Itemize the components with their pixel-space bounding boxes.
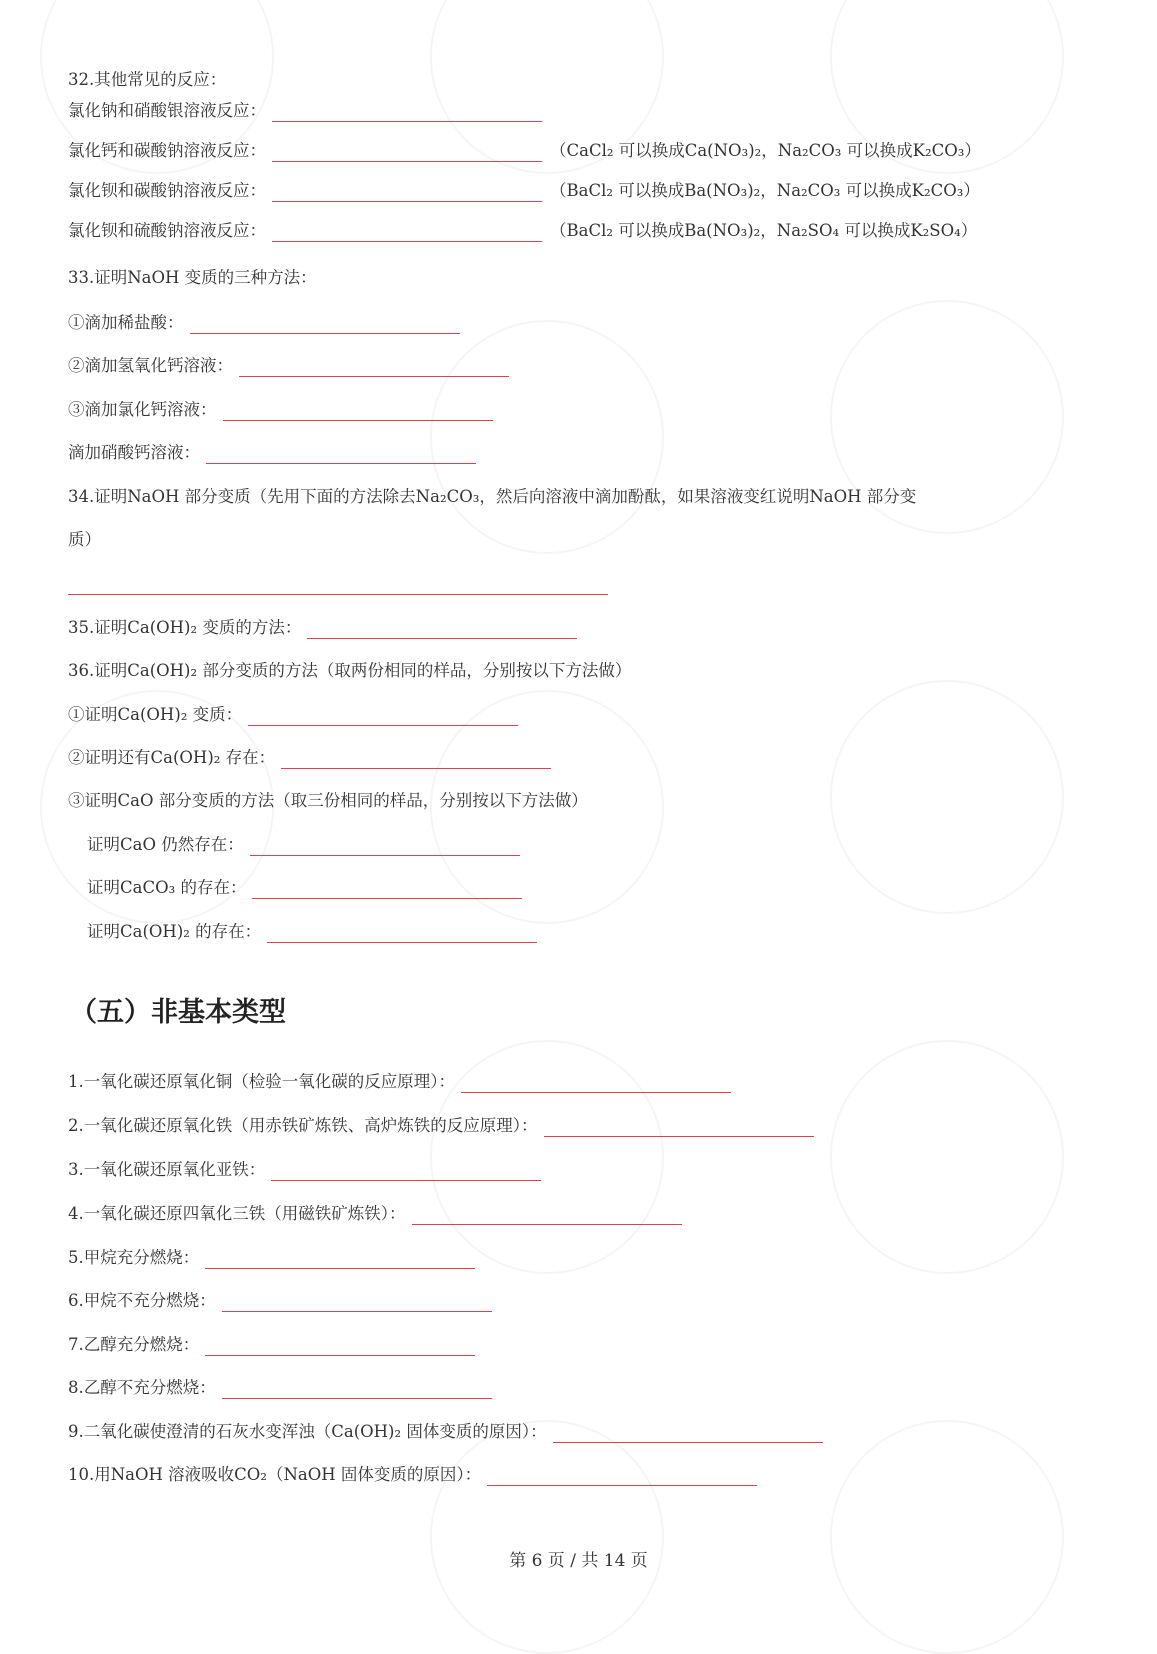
question-label: 35.证明Ca(OH)₂ 变质的方法： <box>68 618 302 637</box>
answer-blank[interactable] <box>252 880 522 899</box>
question-row <box>68 312 468 334</box>
question-label: 10.用NaOH 溶液吸收CO₂（NaOH 固体变质的原因）： <box>68 1465 482 1484</box>
question-label: 32.其他常见的反应： <box>68 70 227 89</box>
question-label: 氯化钡和碳酸钠溶液反应： <box>68 181 266 200</box>
question-row <box>68 747 559 769</box>
question-row <box>68 1377 500 1399</box>
question-label: 2.一氧化碳还原氧化铁（用赤铁矿炼铁、高炉炼铁的反应原理）： <box>68 1116 538 1135</box>
question-label: ①证明Ca(OH)₂ 变质： <box>68 705 243 724</box>
answer-blank[interactable] <box>487 1467 757 1486</box>
answer-blank[interactable] <box>272 183 542 202</box>
answer-blank[interactable] <box>272 143 542 162</box>
question-row <box>68 1071 739 1093</box>
answer-blank[interactable] <box>271 1162 541 1181</box>
question-label: 氯化钠和硝酸银溶液反应： <box>68 101 266 120</box>
question-label: 8.乙醇不充分燃烧： <box>68 1378 216 1397</box>
question-row <box>68 1115 822 1137</box>
answer-blank[interactable] <box>205 1250 475 1269</box>
answer-blank[interactable] <box>412 1206 682 1225</box>
question-row <box>68 100 550 122</box>
answer-blank[interactable] <box>222 1293 492 1312</box>
question-label: ②滴加氢氧化钙溶液： <box>68 356 233 375</box>
question-row <box>68 1290 500 1312</box>
question-label: 滴加硝酸钙溶液： <box>68 443 200 462</box>
substitution-note: （BaCl₂ 可以换成Ba(NO₃)₂，Na₂SO₄ 可以换成K₂SO₄） <box>550 221 978 240</box>
answer-blank[interactable] <box>553 1424 823 1443</box>
question-row <box>68 573 616 595</box>
question-row <box>68 220 977 242</box>
question-row <box>68 69 226 91</box>
question-row <box>87 921 545 943</box>
question-label: ①滴加稀盐酸： <box>68 313 184 332</box>
question-label: 证明CaCO₃ 的存在： <box>87 878 247 897</box>
question-label: 7.乙醇充分燃烧： <box>68 1335 200 1354</box>
watermark-circle <box>430 1420 664 1654</box>
answer-blank[interactable] <box>190 315 460 334</box>
answer-blank[interactable] <box>267 924 537 943</box>
section-heading: （五）非基本类型 <box>70 997 286 1028</box>
question-label: 6.甲烷不充分燃烧： <box>68 1291 216 1310</box>
answer-blank[interactable] <box>206 445 476 464</box>
question-row <box>68 529 101 551</box>
question-label: ③证明CaO 部分变质的方法（取三份相同的样品，分别按以下方法做） <box>68 791 588 810</box>
answer-blank[interactable] <box>248 707 518 726</box>
question-label: 9.二氧化碳使澄清的石灰水变浑浊（Ca(OH)₂ 固体变质的原因）： <box>68 1422 547 1441</box>
question-row <box>68 1421 831 1443</box>
watermark-circle <box>830 680 1064 914</box>
question-row <box>68 442 484 464</box>
answer-blank[interactable] <box>222 1380 492 1399</box>
question-row <box>68 1159 549 1181</box>
question-row <box>68 180 980 202</box>
answer-blank[interactable] <box>544 1118 814 1137</box>
question-row <box>68 267 317 289</box>
question-label: 氯化钙和碳酸钠溶液反应： <box>68 141 266 160</box>
question-row <box>68 399 501 421</box>
question-label: ②证明还有Ca(OH)₂ 存在： <box>68 748 276 767</box>
question-label: 氯化钡和硫酸钠溶液反应： <box>68 221 266 240</box>
question-row <box>68 355 517 377</box>
answer-blank[interactable] <box>307 620 577 639</box>
question-row <box>68 704 526 726</box>
answer-blank[interactable] <box>223 402 493 421</box>
question-label: 5.甲烷充分燃烧： <box>68 1248 200 1267</box>
question-label: 证明CaO 仍然存在： <box>87 835 244 854</box>
question-row <box>68 1247 483 1269</box>
question-row <box>68 617 585 639</box>
answer-blank[interactable] <box>239 358 509 377</box>
question-row <box>68 1334 483 1356</box>
watermark-circle <box>830 1420 1064 1654</box>
answer-blank[interactable] <box>205 1337 475 1356</box>
question-row <box>68 1464 765 1486</box>
answer-blank[interactable] <box>250 837 520 856</box>
watermark-circle <box>830 1040 1064 1274</box>
question-row <box>68 790 588 812</box>
question-row <box>87 834 528 856</box>
answer-blank[interactable] <box>461 1074 731 1093</box>
question-label: 质） <box>68 530 101 549</box>
question-row <box>68 486 916 508</box>
question-row <box>68 660 631 682</box>
question-row <box>87 877 530 899</box>
question-row <box>68 140 981 162</box>
question-label: ③滴加氯化钙溶液： <box>68 400 217 419</box>
question-label: 1.一氧化碳还原氧化铜（检验一氧化碳的反应原理）： <box>68 1072 455 1091</box>
answer-blank[interactable] <box>272 103 542 122</box>
question-label: 4.一氧化碳还原四氧化三铁（用磁铁矿炼铁）： <box>68 1204 406 1223</box>
question-label: 33.证明NaOH 变质的三种方法： <box>68 268 317 287</box>
answer-blank[interactable] <box>281 750 551 769</box>
answer-blank[interactable] <box>272 223 542 242</box>
substitution-note: （CaCl₂ 可以换成Ca(NO₃)₂，Na₂CO₃ 可以换成K₂CO₃） <box>550 141 981 160</box>
substitution-note: （BaCl₂ 可以换成Ba(NO₃)₂，Na₂CO₃ 可以换成K₂CO₃） <box>550 181 980 200</box>
question-label: 34.证明NaOH 部分变质（先用下面的方法除去Na₂CO₃，然后向溶液中滴加酚酞，如果溶液变红说明NaOH 部分变 <box>68 487 917 506</box>
question-row <box>68 1203 690 1225</box>
answer-blank[interactable] <box>68 576 608 595</box>
question-label: 36.证明Ca(OH)₂ 部分变质的方法（取两份相同的样品，分别按以下方法做） <box>68 661 632 680</box>
page-footer: 第 6 页 / 共 14 页 <box>509 1551 648 1571</box>
question-label: 3.一氧化碳还原氧化亚铁： <box>68 1160 266 1179</box>
question-label: 证明Ca(OH)₂ 的存在： <box>87 922 262 941</box>
